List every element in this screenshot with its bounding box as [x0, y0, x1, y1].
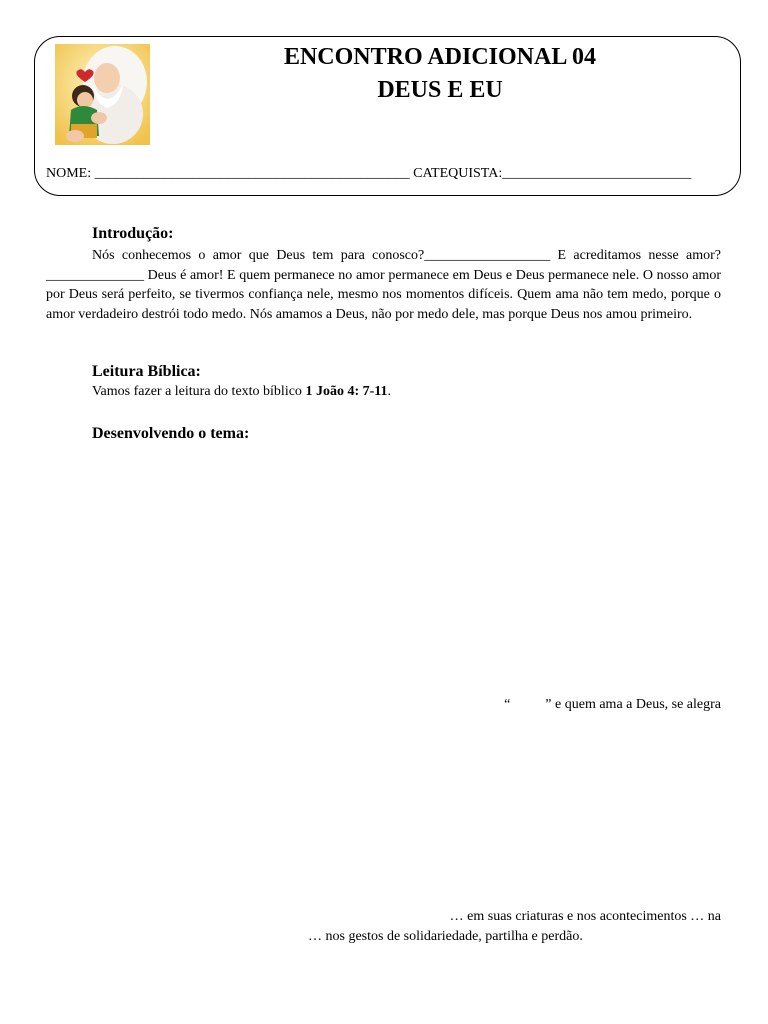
desenvolvendo-heading: Desenvolvendo o tema:: [92, 425, 250, 442]
catequista-field[interactable]: ___________________________: [502, 166, 692, 181]
catequista-label: CATEQUISTA:: [413, 166, 503, 181]
name-catechist-line: [46, 166, 691, 182]
leitura-heading: Leitura Bíblica:: [92, 363, 201, 380]
nome-field[interactable]: _____________________________________________: [94, 166, 410, 181]
intro-paragraph: Nós conhecemos o amor que Deus tem para conosco?__________________ E acreditamos nesse amor? ______________ Deus é amor! E quem permanece no amor permanece em Deus e Deus permanece nele. O nosso amor por Deus será perfeito, se tivermos confiança nele, mesmo nos momentos difíceis. Quem ama não tem medo, porque o amor verdadeiro destrói todo medo. Nós amamos a Deus, não por medo dele, mas porque Deus nos amou primeiro.: [46, 248, 721, 322]
document-subtitle: DEUS E EU: [377, 77, 503, 103]
nome-label: NOME:: [46, 166, 92, 181]
leitura-paragraph: [92, 384, 391, 400]
gestos-line: … nos gestos de solidariedade, partilha e perdão.: [308, 929, 583, 944]
bible-reference: 1 João 4: 7-11: [305, 384, 388, 399]
leitura-text: Vamos fazer a leitura do texto bíblico: [92, 384, 306, 399]
quote-line: “ ” e quem ama a Deus, se alegra: [504, 697, 721, 712]
jesus-embracing-child-image: [55, 44, 150, 145]
document-title: ENCONTRO ADICIONAL 04: [283, 44, 597, 70]
intro-heading: Introdução:: [92, 225, 174, 242]
leitura-period: .: [387, 384, 391, 399]
criaturas-line: … em suas criaturas e nos acontecimentos … na: [449, 909, 721, 924]
